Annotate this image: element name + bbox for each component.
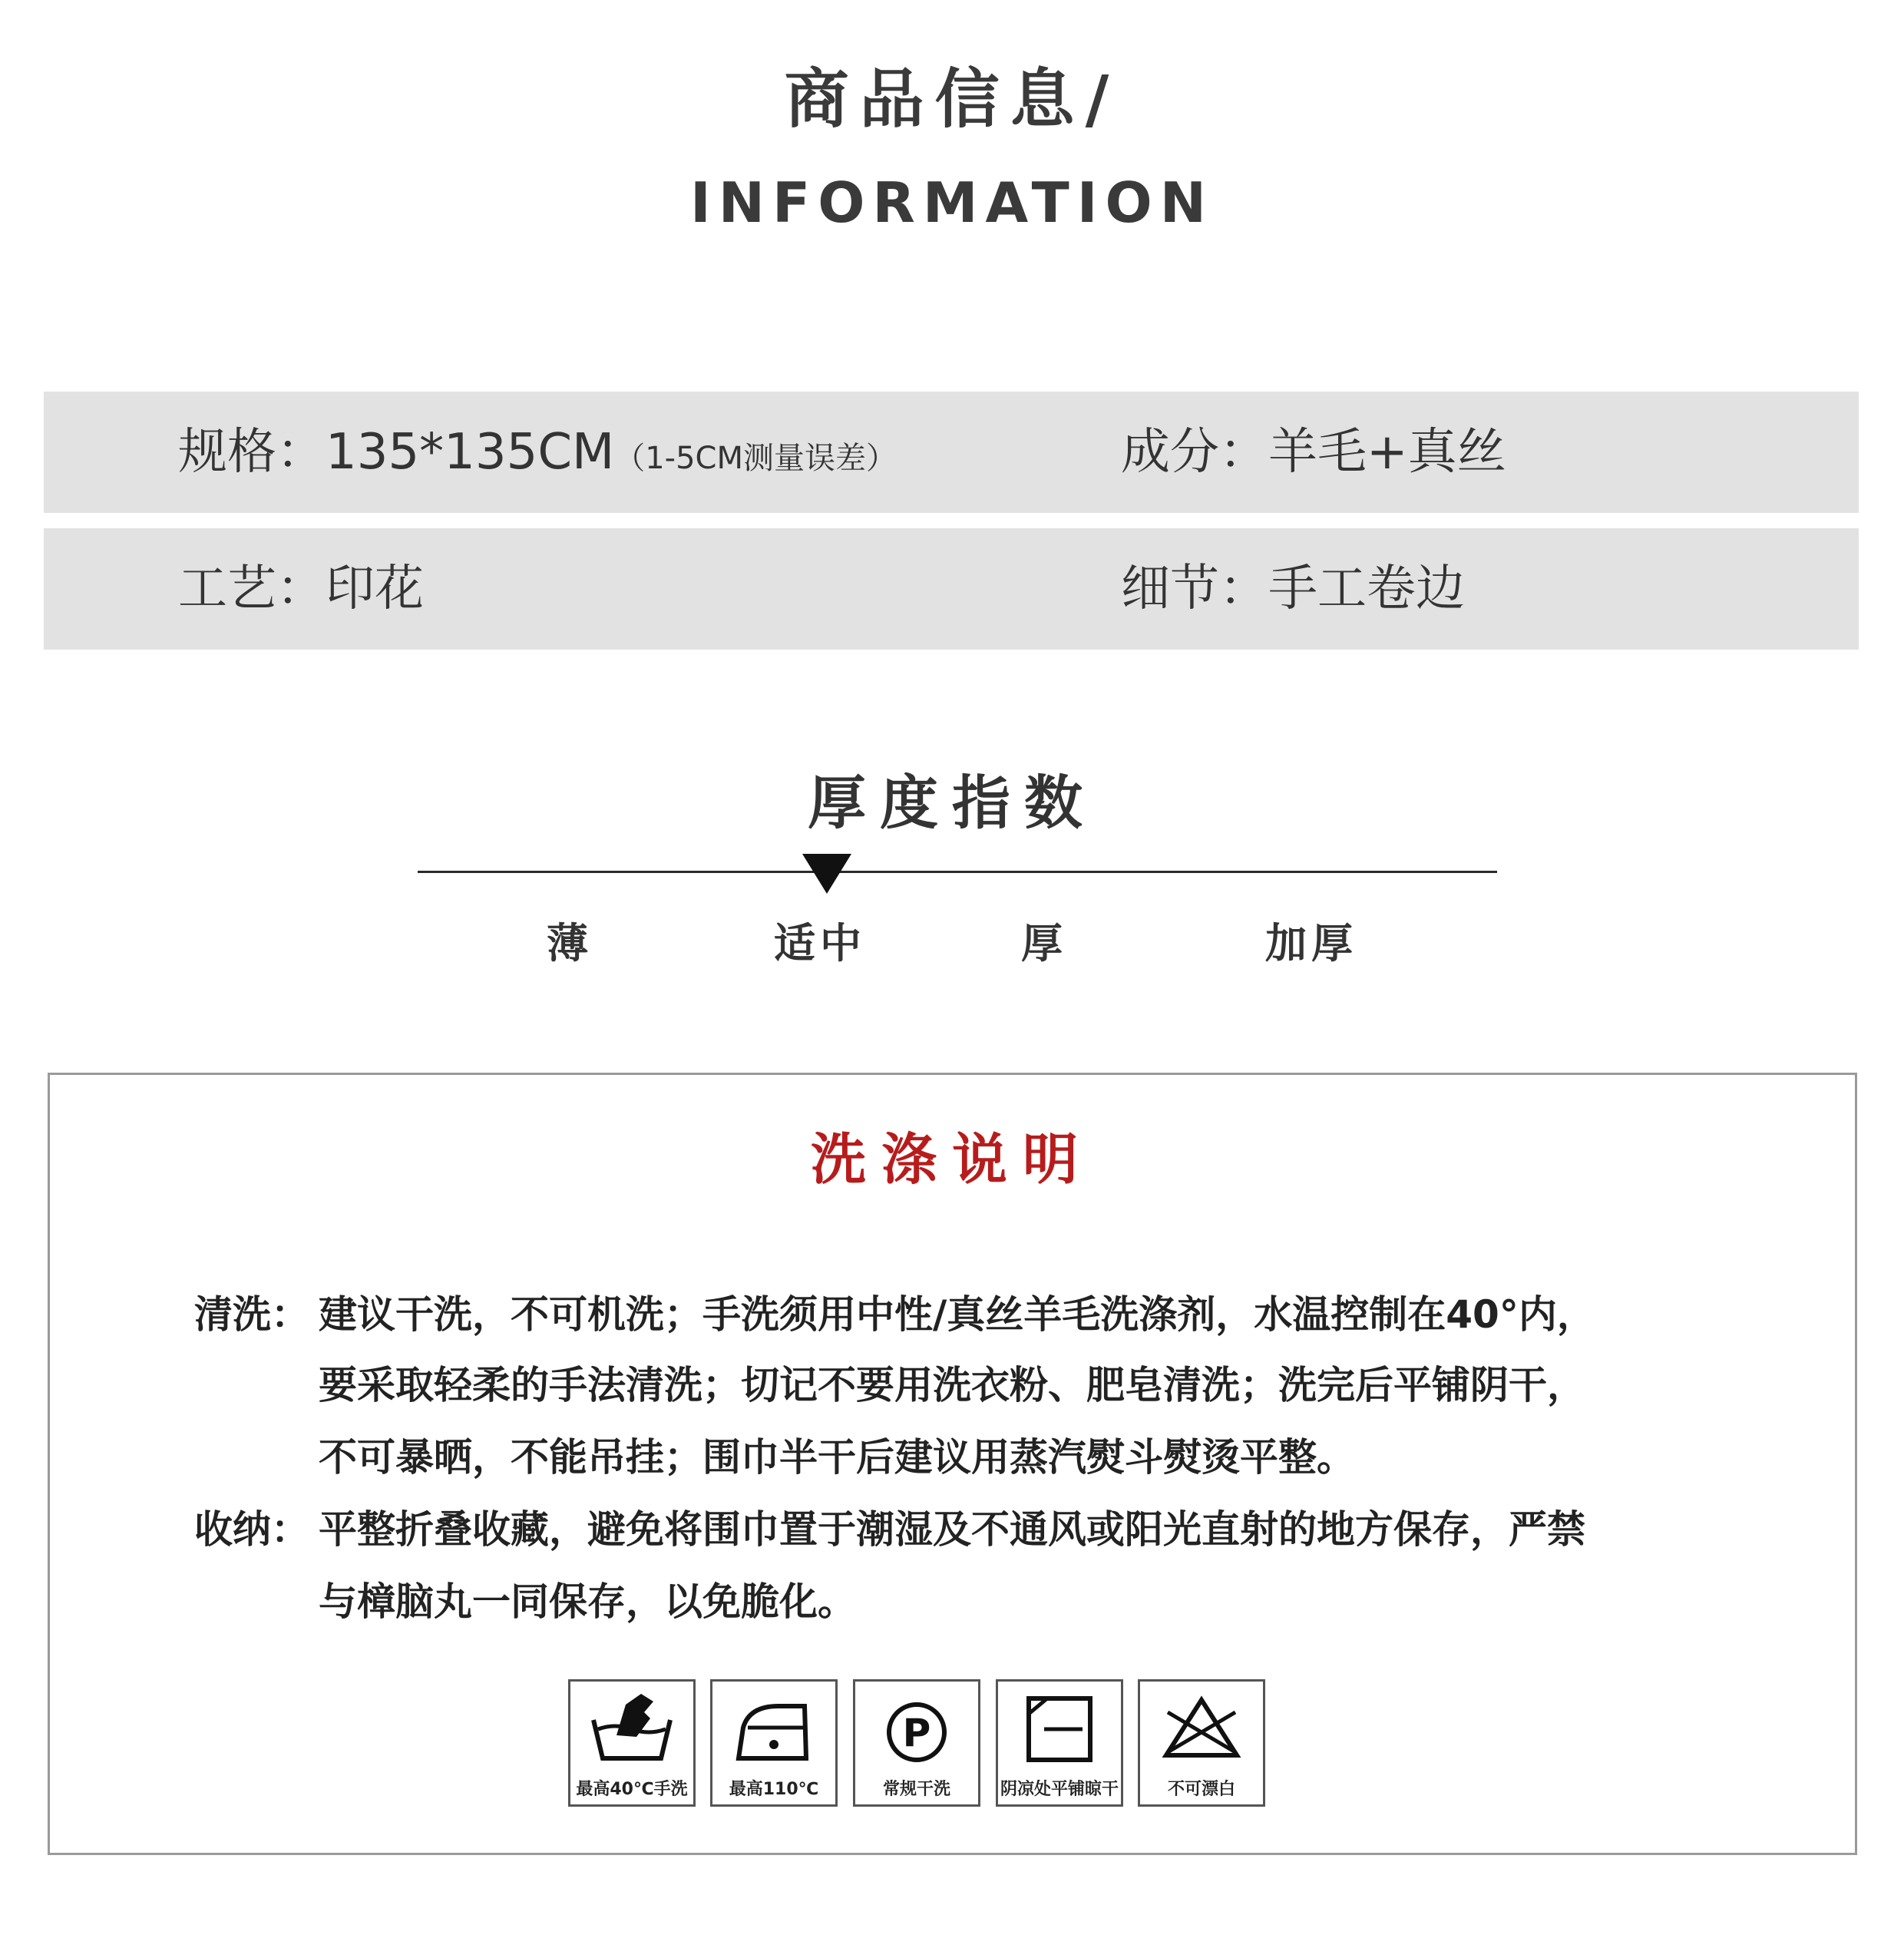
storage-line-2: 与樟脑丸一同保存，以免脆化。 [319,1579,856,1624]
spec-row-2 [44,528,1859,650]
clean-line-1: 建议干洗，不可机洗；手洗须用中性/真丝羊毛洗涤剂，水温控制在40°内， [319,1292,1595,1337]
size-label: 规格： [178,424,326,481]
craft-label: 工艺： [178,561,326,617]
detail-label: 细节： [1121,561,1268,617]
material-value: 羊毛+真丝 [1268,424,1506,481]
thickness-level-thin: 薄 [547,919,593,967]
clean-line-3: 不可暴晒，不能吊挂；围巾半干后建议用蒸汽熨斗熨烫平整。 [319,1435,1355,1480]
spec-row-1 [44,392,1859,513]
detail-value: 手工卷边 [1268,561,1465,617]
no-bleach-label: 不可漂白 [1167,1780,1235,1799]
storage-line-1: 平整折叠收藏，避免将围巾置于潮湿及不通风或阳光直射的地方保存，严禁 [319,1507,1585,1552]
craft-value: 印花 [326,561,424,617]
size-note: （1-5CM测量误差） [614,441,897,476]
thickness-marker-icon [802,854,851,894]
clean-line-2: 要采取轻柔的手法清洗；切记不要用洗衣粉、肥皂清洗；洗完后平铺阴干， [319,1363,1585,1407]
dry-clean-p-icon [853,1679,980,1807]
thickness-scale-line [418,871,1497,873]
no-bleach-icon [1138,1679,1265,1807]
page-title-cn: 商品信息/ [784,61,1120,137]
craft-spec [178,528,424,650]
thickness-level-thick: 厚 [1021,919,1067,967]
washing-title: 洗涤说明 [810,1127,1093,1192]
detail-spec [1121,528,1465,650]
page-title-en: INFORMATION [689,170,1215,235]
svg-text:P: P [902,1711,931,1755]
hand-wash-icon [568,1679,696,1807]
flat-dry-shade-icon [996,1679,1123,1807]
iron-icon [710,1679,838,1807]
clean-label: 清洗： [194,1292,309,1337]
thickness-level-medium: 适中 [774,919,866,967]
hand-wash-label: 最高40℃手洗 [576,1780,688,1799]
material-label: 成分： [1121,424,1268,481]
iron-label: 最高110℃ [729,1780,819,1799]
dry-clean-label: 常规干洗 [882,1780,950,1799]
storage-label: 收纳： [194,1507,309,1552]
thickness-level-extra-thick: 加厚 [1265,919,1357,967]
material-spec [1121,392,1506,513]
size-value: 135*135CM [326,424,615,481]
thickness-title: 厚度指数 [808,769,1096,837]
size-spec [178,392,897,513]
flat-dry-label: 阴凉处平铺晾干 [1000,1780,1119,1799]
